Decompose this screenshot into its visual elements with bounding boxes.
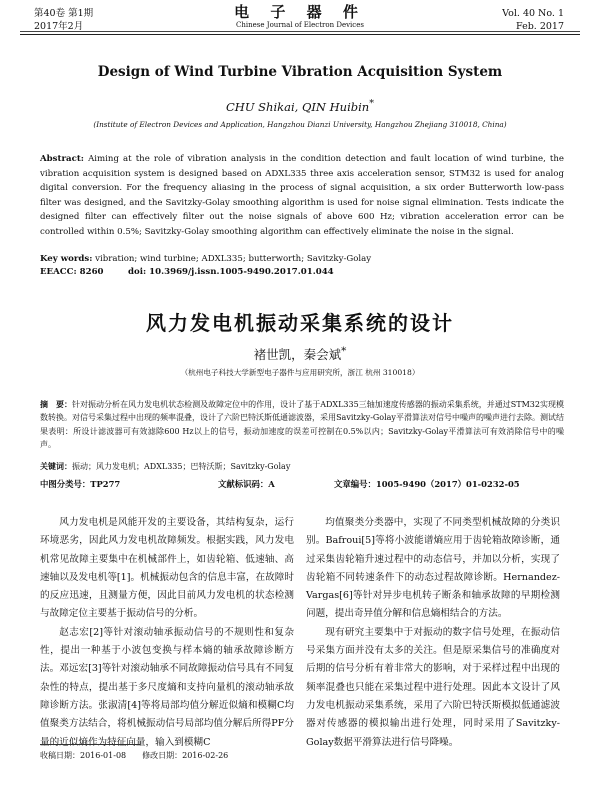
date-en: Feb. 2017	[516, 21, 564, 32]
keywords-cn	[40, 461, 564, 472]
body-column-left	[40, 514, 294, 752]
author-mark-en: *	[369, 98, 374, 109]
header-right	[502, 7, 564, 33]
affiliation-cn: （杭州电子科技大学新型电子器件与应用研究所，浙江 杭州 310018）	[180, 368, 420, 377]
abstract-cn-label: 摘 要：	[40, 399, 73, 409]
document-code: 文献标识码：A	[218, 479, 275, 489]
body-paragraph: 现有研究主要集中于对振动的数字信号处理，在振动信号采集方面并没有太多的关注。但是原采集信号的准确度对后期的信号分析有着非常大的影响，对于采样过程中出现的频率混叠也只能在采集过程中进行处理。因此本文设计了风力发电机振动采集系统，采用了六阶巴特沃斯模拟低通滤波器对传感器的模拟输出进行处理，同时采用了Savitzky-Golay数据平滑算法进行信号降噪。	[306, 626, 560, 748]
keywords-cn-label: 关键词：	[40, 461, 72, 471]
doi: doi: 10.3969/j.issn.1005-9490.2017.01.044	[128, 267, 334, 277]
authors-en-names: CHU Shikai, QIN Huibin	[226, 99, 370, 114]
keywords-cn-text: 振动；风力发电机；ADXL335；巴特沃斯；Savitzky-Golay	[72, 462, 291, 471]
journal-name-cn: 电 子 器 件	[234, 3, 366, 21]
author-mark-cn: *	[341, 345, 347, 357]
journal-name-en: Chinese Journal of Electron Devices	[236, 21, 364, 29]
header-center	[20, 4, 580, 30]
authors-cn	[20, 345, 580, 363]
keywords-en-text: vibration; wind turbine; ADXL335; butterworth; Savitzky-Golay	[95, 254, 372, 264]
article-number: 文章编号：1005-9490（2017）01-0232-05	[334, 479, 520, 489]
journal-header	[20, 4, 580, 35]
footnote-rule	[40, 744, 140, 745]
abstract-cn-text: 针对振动分析在风力发电机状态检测及故障定位中的作用，设计了基于ADXL335三轴加速度传感器的振动采集系统，并通过STM32实现模数转换。对信号采集过程中出现的频率混叠，设计了六阶巴特沃斯低通滤波器，采用Savitzky-Golay平滑算法对信号中噪声的噪声进行去除。测试结果表明：所设计滤波器可有效滤除600 Hz以上的信号，振动加速度的误差可控制在0.5%以内；Savitzky-Golay平滑算法可有效消除信号中的噪声。	[40, 400, 565, 450]
abstract-en-label: Abstract:	[40, 154, 84, 164]
keywords-en-label: Key words:	[40, 254, 93, 264]
footnote-dates: 收稿日期：2016-01-08 修改日期：2016-02-26	[40, 751, 229, 760]
body-paragraph: 赵志宏[2]等针对滚动轴承振动信号的不规则性和复杂性，提出一种基于小波包变换与样本熵的轴承故障诊断方法。邓远宏[3]等针对滚动轴承不同故障振动信号具有不同复杂性的特点，提出基于多尺度熵和支持向量机的滚动轴承故障诊断方法。张淑清[4]等将局部均值分解近似熵和模糊C均值聚类方法结合，将机械振动信号局部均值分解后所得PF分量的近似熵作为特征向量，输入到模糊C	[40, 626, 294, 748]
title-cn: 风力发电机振动采集系统的设计	[146, 311, 454, 335]
body-column-right	[306, 514, 560, 752]
date-cn: 2017年2月	[34, 21, 84, 32]
volume-issue-en: Vol. 40 No. 1	[502, 8, 564, 19]
eeacc-code: EEACC: 8260	[40, 267, 104, 277]
affiliation-en: (Institute of Electron Devices and Application, Hangzhou Dianzi University, Hangzhou Zhejiang 310018, China)	[93, 120, 507, 129]
authors-en	[20, 98, 580, 114]
classification-number: 中图分类号：TP277	[40, 479, 121, 489]
abstract-cn	[40, 398, 564, 452]
volume-issue-cn: 第40卷 第1期	[34, 8, 94, 19]
body-paragraph: 风力发电机是风能开发的主要设备，其结构复杂，运行环境恶劣，因此风力发电机故障频发。根据实践，风力发电机常见故障主要集中在机械部件上，如齿轮箱、低速轴、高速轴以及发电机等[1]。机械振动包含的信息丰富，在故障时的反应迅速，且测量方便，因此目前风力发电机的状态检测与故障定位主要基于振动信号的分析。	[40, 517, 294, 620]
abstract-en	[40, 152, 564, 240]
authors-cn-names: 褚世凯，秦会斌	[253, 347, 342, 363]
keywords-en	[40, 252, 564, 266]
header-rule	[20, 31, 580, 32]
abstract-en-text: Aiming at the role of vibration analysis in the condition detection and fault location of wind turbine, the vibration acquisition system is designed based on ADXL335 three axis acceleration sensor, STM32 is used for analog digital conversion. For the frequency aliasing in the process of signal acquisition, a six order Butterworth low-pass filter was designed, and the Savitzky-Golay smoothing algorithm is used for noise signal elimination. Tests indicate the designed filter can effectively filter out the noise signals of above 600 Hz; vibration acceleration error can be controlled within 0.5%; Savitzky-Golay smoothing algorithm can effectively eliminate the noise in the signal.	[40, 154, 564, 237]
body-paragraph: 均值聚类分类器中，实现了不同类型机械故障的分类识别。Bafroui[5]等将小波能谱熵应用于齿轮箱故障诊断，通过采集齿轮箱升速过程中的动态信号，并加以分析，实现了齿轮箱不同转速条件下的动态过程故障诊断。Hernandez-Vargas[6]等针对异步电机转子断条和轴承故障的早期检测问题，提出奇异值分解和信息熵相结合的方法。	[306, 517, 560, 620]
title-en: Design of Wind Turbine Vibration Acquisition System	[97, 64, 503, 80]
